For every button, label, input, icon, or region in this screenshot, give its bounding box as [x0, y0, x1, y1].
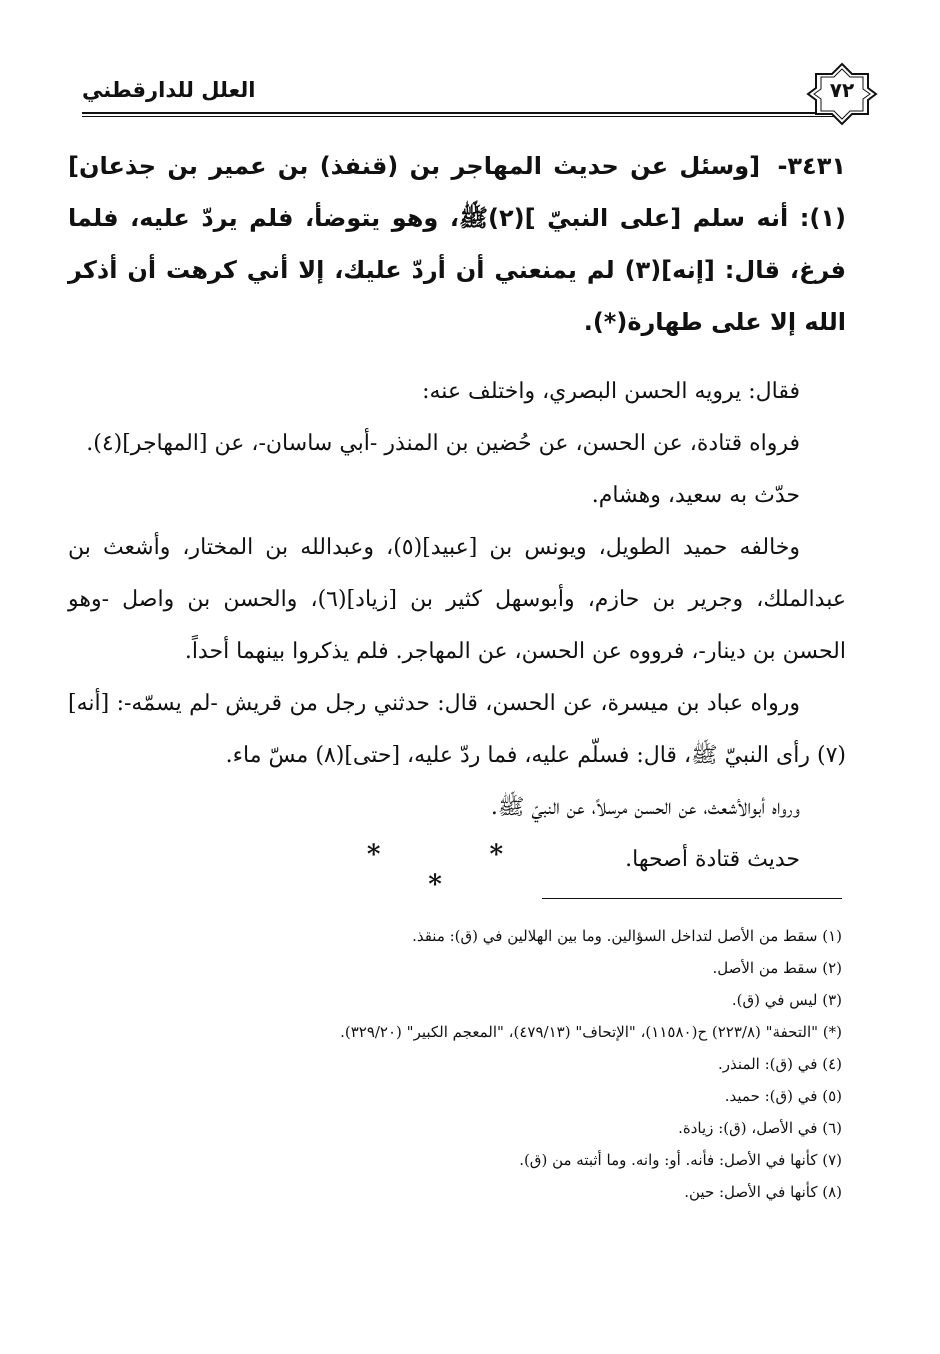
page-number: ٧٢ [829, 78, 855, 102]
page-header [60, 58, 870, 130]
footnote: (٦) في الأصل، (ق): زيادة. [678, 1119, 842, 1137]
paragraph: حدّث به سعيد، وهشام. [591, 483, 800, 508]
paragraph: وخالفه حميد الطويل، ويونس بن [عبيد](٥)، وعبدالله بن المختار، وأشعث بن عبدالملك، وجرير بن حازم، وأبوسهل كثير بن [زياد](٦)، والحسن بن واصل -وهو الحسن بن دينار-، فرووه عن الحسن، عن المهاجر. فلم يذكروا بينهما أحداً. [68, 535, 846, 664]
footnote: (٤) في (ق): المنذر. [718, 1055, 842, 1073]
paragraph: ورواه أبوالأشعث، عن الحسن مرسلاً، عن النبيّ ﷺ. [490, 795, 800, 820]
footnote: (٣) ليس في (ق). [731, 991, 842, 1009]
section-separator: * * * [366, 840, 554, 900]
paragraph: ورواه عباد بن ميسرة، عن الحسن، قال: حدثني رجل من قريش -لم يسمّه-: [أنه](٧) رأى النبيّ ﷺ، قال: فسلّم عليه، فما ردّ عليه، [حتى](٨) مسّ ماء. [68, 691, 846, 768]
footnotes [140, 920, 842, 1208]
running-title: العلل للدارقطني [82, 78, 256, 102]
paragraph: حديث قتادة أصحها. [625, 847, 800, 872]
footnote: (١) سقط من الأصل لتداخل السؤالين. وما بين الهلالين في (ق): منقذ. [412, 927, 842, 945]
header-rule-thin [82, 116, 840, 117]
main-text [68, 140, 846, 886]
header-rule [82, 112, 840, 114]
paragraph: فرواه قتادة، عن الحسن، عن حُضين بن المنذر -أبي ساسان-، عن [المهاجر](٤). [86, 431, 800, 456]
footnote: (٨) كأنها في الأصل: حين. [684, 1183, 842, 1201]
footnote: (*) "التحفة" (٢٢٣/٨) ح(١١٥٨٠)، "الإتحاف" (٤٧٩/١٣)، "المعجم الكبير" (٣٢٩/٢٠). [340, 1023, 842, 1041]
paragraph: فقال: يرويه الحسن البصري، واختلف عنه: [422, 379, 800, 404]
hadith-entry [68, 140, 846, 348]
footnote-rule [542, 898, 842, 899]
hadith-text: [وسئل عن حديث المهاجر بن (قنفذ) بن عمير بن جذعان](١): أنه سلم [على النبيّ ](٢)ﷺ، وهو يتوضأ، فلم يردّ عليه، فلما فرغ، قال: [إنه](٣) لم يمنعني أن أردّ عليك، إلا أني كرهت أن أذكر الله إلا على طهارة(*). [68, 152, 847, 336]
footnote: (٢) سقط من الأصل. [712, 959, 842, 977]
footnote: (٧) كأنها في الأصل: فأنه. أو: وانه. وما أثبته من (ق). [519, 1151, 842, 1169]
footnote: (٥) في (ق): حميد. [724, 1087, 842, 1105]
hadith-number: ٣٤٣١- [777, 152, 846, 180]
